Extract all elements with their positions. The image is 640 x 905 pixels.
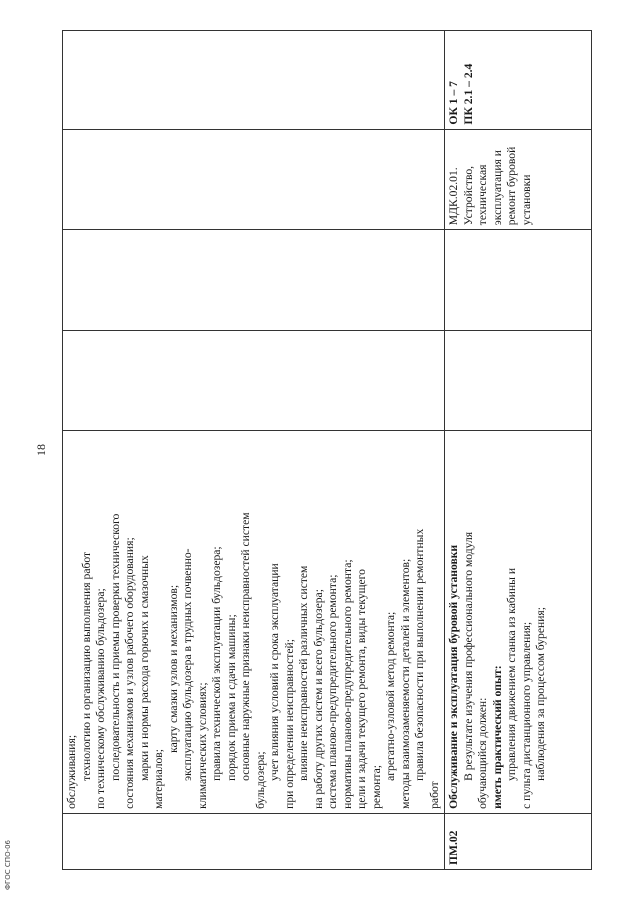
content-line: по техническому обслуживанию бульдозера; xyxy=(94,588,107,809)
content-line: учет влияния условий и срока эксплуатации xyxy=(268,563,281,781)
content-line: обучающийся должен: xyxy=(476,697,489,809)
competency-line: ПК 2.1 – 2.4 xyxy=(461,63,475,125)
mdk-line: эксплуатация и xyxy=(490,150,504,226)
content-line: методы взаимозаменяемости деталей и элементов; xyxy=(398,558,412,809)
content-line: последовательность и приемы проверки технического xyxy=(108,513,122,781)
content-line: с пульта дистанционного управления; xyxy=(519,621,533,809)
content-line: марки и нормы расхода горючих и смазочных xyxy=(137,555,151,781)
empty-cell xyxy=(445,330,592,431)
mdk-line: техническая xyxy=(476,164,489,226)
page-number: 18 xyxy=(34,444,48,456)
module-code: ПМ.02 xyxy=(447,830,460,865)
module-code-cell xyxy=(63,813,445,869)
content-line: карту смазки узлов и механизмов; xyxy=(166,584,180,753)
content-line: В результате изучения профессионального модуля xyxy=(461,531,475,781)
empty-cell xyxy=(445,230,592,331)
competency-line: ОК 1 – 7 xyxy=(447,81,460,125)
content-line: бульдозера; xyxy=(253,751,267,809)
module-code-cell xyxy=(445,813,592,869)
content-line: состояния механизмов и узлов рабочего оборудования; xyxy=(123,537,136,809)
content-line: ремонта; xyxy=(369,765,383,809)
competency-cell xyxy=(63,31,445,130)
empty-cell xyxy=(63,230,445,331)
content-line: управления движением станка из кабины и xyxy=(505,567,518,781)
content-cell xyxy=(63,431,445,813)
content-line: технологию и организацию выполнения работ xyxy=(79,551,93,781)
content-line: нормативы планово-предупредительного ремонта; xyxy=(340,559,354,809)
content-line: порядок приема и сдачи машины; xyxy=(224,614,238,781)
content-line: основные наружные признаки неисправностей систем xyxy=(239,512,252,781)
content-line: работ xyxy=(427,781,441,809)
content-cell xyxy=(445,431,592,813)
content-line: правила технической эксплуатации бульдозера; xyxy=(210,546,223,781)
content-line: материалов; xyxy=(152,749,165,809)
mdk-line: ремонт буровой xyxy=(505,146,518,226)
rotated-page-content xyxy=(34,30,592,870)
content-line: при определении неисправностей; xyxy=(282,639,296,809)
mdk-cell xyxy=(445,129,592,230)
mdk-line: Устройство, xyxy=(461,165,475,226)
footer-note xyxy=(4,760,18,900)
mdk-cell xyxy=(63,129,445,230)
content-line: эксплуатацию бульдозера в трудных почвенно- xyxy=(181,548,194,781)
content-line: обслуживания; xyxy=(65,734,78,809)
content-line: наблюдения за процессом бурения; xyxy=(534,607,547,781)
content-line: влияние неисправностей различных систем xyxy=(297,565,310,781)
content-line: на работу других систем и всего бульдозера; xyxy=(311,589,325,809)
empty-cell xyxy=(63,330,445,431)
table-row xyxy=(63,31,445,870)
mdk-line: МДК.02.01. xyxy=(447,167,460,226)
competency-cell xyxy=(445,31,592,130)
content-line: правила безопасности при выполнении ремонтных xyxy=(413,528,426,781)
curriculum-table xyxy=(62,30,592,870)
content-line: цели и задачи текущего ремонта, виды текущего xyxy=(355,569,368,809)
skill-heading: иметь практический опыт: xyxy=(490,665,504,809)
content-line: система планово-предупредительного ремонта; xyxy=(326,574,339,809)
mdk-line: установки xyxy=(519,174,533,226)
content-line: агрегатно-узловой метод ремонта; xyxy=(384,611,397,781)
content-line: климатических условиях; xyxy=(195,682,209,809)
module-title: Обслуживание и эксплуатация буровой установки xyxy=(447,544,460,809)
table-row xyxy=(445,31,592,870)
footer-note-text: ФГОС СПО-06 xyxy=(4,839,12,890)
